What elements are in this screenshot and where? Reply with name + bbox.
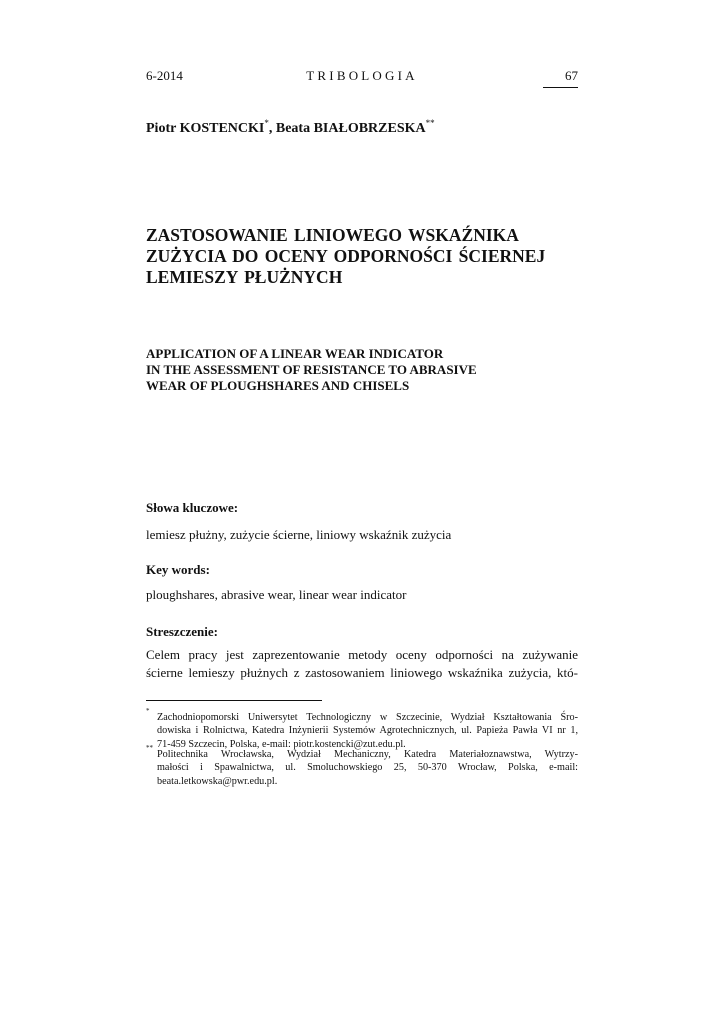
footnote-mark: *	[146, 707, 150, 715]
footnote-body	[157, 748, 578, 788]
footnote-line: 71-459 Szczecin, Polska, e-mail: piotr.kostencki@zut.edu.pl.	[157, 738, 406, 750]
authors-line	[146, 120, 435, 138]
abstract-heading: Streszczenie:	[146, 624, 218, 639]
issue-number: 6-2014	[146, 68, 183, 83]
affiliation-mark: *	[264, 118, 269, 128]
title-line: LEMIESZY PŁUŻNYCH	[146, 267, 343, 287]
title-line: ZUŻYCIA DO OCENY ODPORNOŚCI ŚCIERNEJ	[146, 246, 546, 266]
title-line: WEAR OF PLOUGHSHARES AND CHISELS	[146, 378, 410, 393]
title-polish	[146, 225, 586, 288]
abstract-body	[146, 646, 578, 682]
page-number: 67	[565, 68, 578, 83]
footnote-line: Politechnika Wrocławska, Wydział Mechaniczny, Katedra Materiałoznawstwa, Wytrzy-	[157, 749, 578, 760]
abstract-line: Celem pracy jest zaprezentowanie metody oceny odporności na zużywanie	[146, 647, 578, 662]
footnote-mark: **	[146, 744, 153, 752]
footnote-body	[157, 711, 578, 751]
author-name: Beata BIAŁOBRZESKA	[275, 121, 426, 136]
author-name: Piotr KOSTENCKI	[146, 121, 265, 136]
journal-name: TRIBOLOGIA	[306, 68, 418, 83]
footnote-line: beata.letkowska@pwr.edu.pl.	[157, 775, 278, 787]
keywords-pl-text: lemiesz płużny, zużycie ścierne, liniowy wskaźnik zużycia	[146, 527, 452, 542]
footnote-line: Zachodniopomorski Uniwersytet Technologiczny w Szczecinie, Wydział Kształtowania Śro-	[157, 712, 578, 723]
abstract-line: ścierne lemieszy płużnych z zastosowaniem liniowego wskaźnika zużycia, któ-	[146, 665, 578, 680]
title-english	[146, 346, 586, 394]
footnote-rule	[146, 700, 322, 701]
title-line: IN THE ASSESSMENT OF RESISTANCE TO ABRASIVE	[146, 362, 477, 377]
keywords-pl-heading: Słowa kluczowe:	[146, 500, 239, 515]
footnote-line: dowiska i Rolnictwa, Katedra Inżynierii Systemów Agrotechnicznych, ul. Papieża Pawła VI nr 1,	[157, 725, 578, 737]
affiliation-mark: **	[425, 118, 435, 128]
footnote-line: małości i Spawalnictwa, ul. Smoluchowskiego 25, 50-370 Wrocław, Polska, e-mail:	[157, 762, 578, 774]
header-rule	[543, 87, 578, 88]
keywords-en-text: ploughshares, abrasive wear, linear wear indicator	[146, 587, 407, 602]
keywords-en-heading: Key words:	[146, 562, 210, 577]
title-line: ZASTOSOWANIE LINIOWEGO WSKAŹNIKA	[146, 225, 519, 245]
author-separator: ,	[268, 121, 276, 136]
title-line: APPLICATION OF A LINEAR WEAR INDICATOR	[146, 346, 444, 361]
